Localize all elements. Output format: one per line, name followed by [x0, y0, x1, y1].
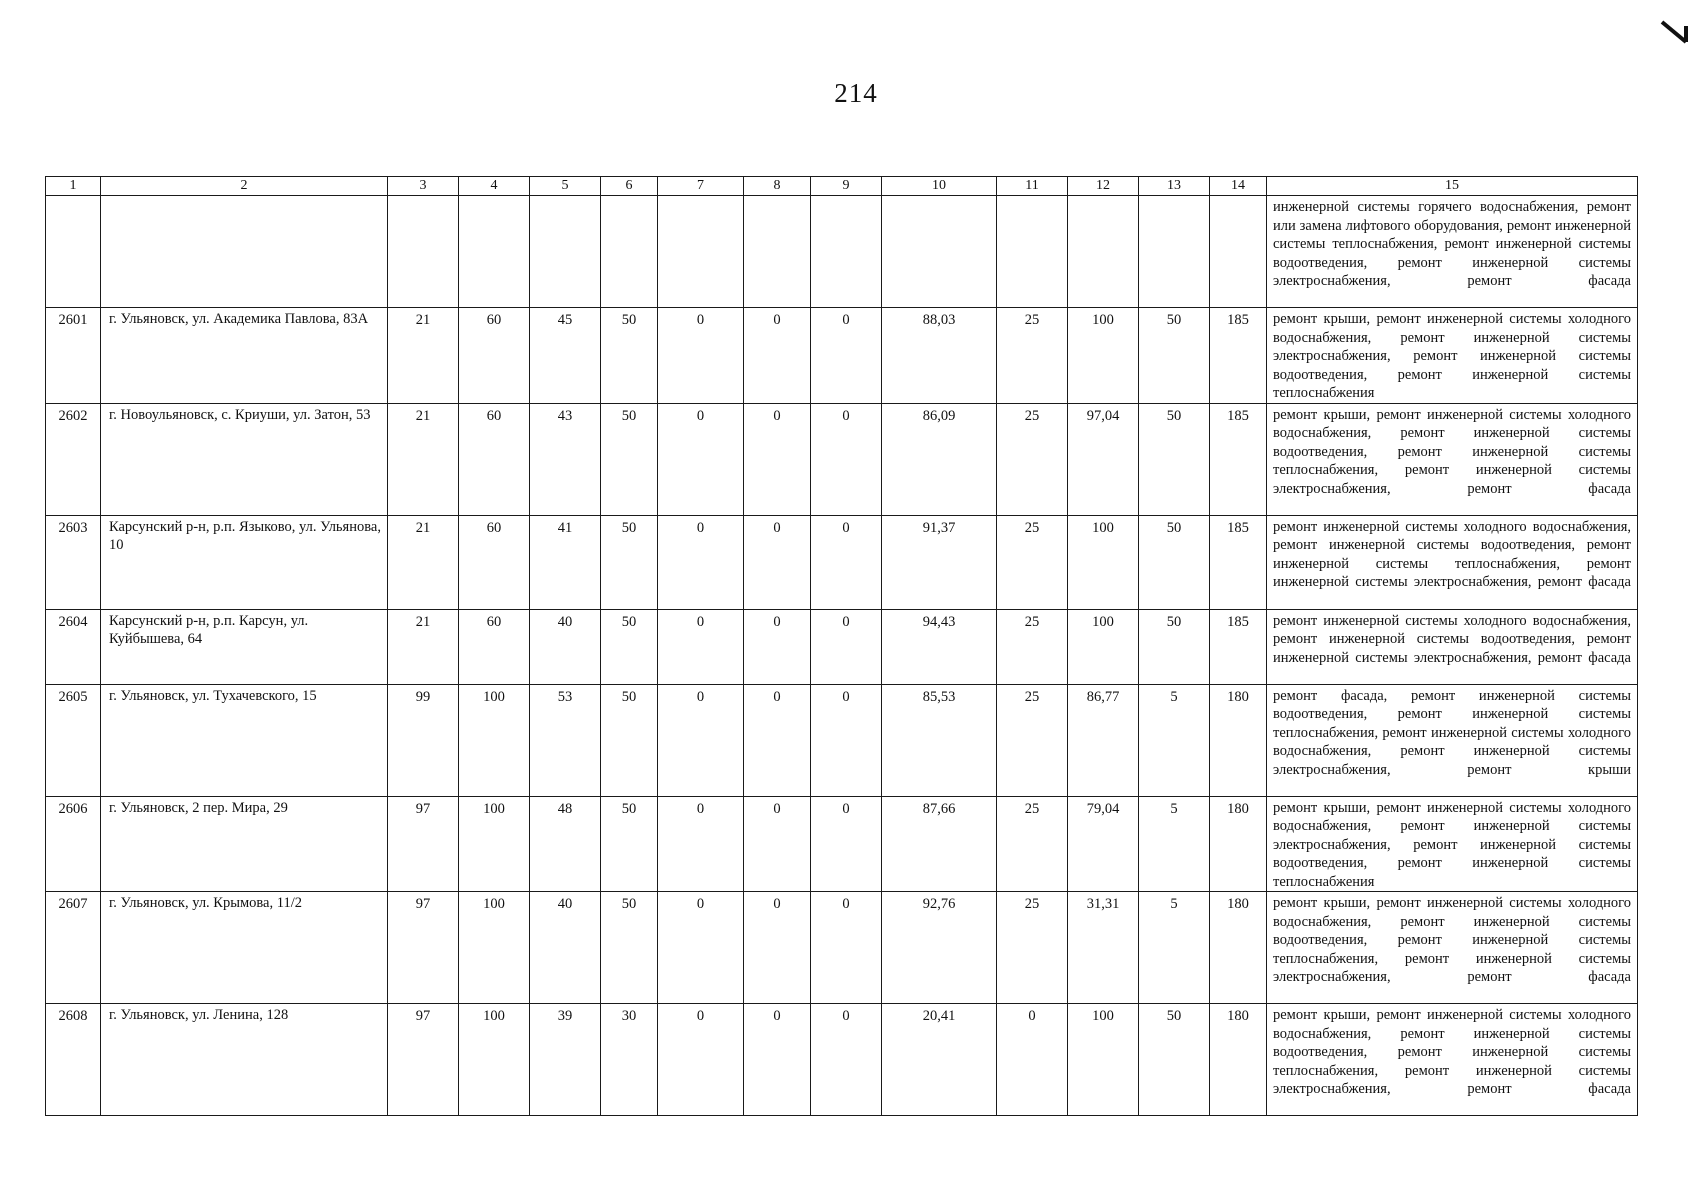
row-number-cell: 2606 — [46, 796, 101, 892]
column-header: 7 — [658, 177, 744, 196]
value-cell: 99 — [388, 684, 459, 796]
value-cell: 25 — [997, 609, 1068, 684]
buildings-repair-table — [45, 176, 1638, 1116]
value-cell: 60 — [459, 403, 530, 515]
address-cell: г. Ульяновск, ул. Тухачевского, 15 — [101, 684, 388, 796]
value-cell: 86,09 — [882, 403, 997, 515]
value-cell: 25 — [997, 403, 1068, 515]
value-cell: 50 — [601, 892, 658, 1004]
value-cell: 25 — [997, 892, 1068, 1004]
table-row — [46, 403, 1638, 515]
address-cell: г. Ульяновск, 2 пер. Мира, 29 — [101, 796, 388, 892]
row-number-cell: 2608 — [46, 1004, 101, 1116]
value-cell: 25 — [997, 796, 1068, 892]
works-cell: ремонт крыши, ремонт инженерной системы холодного водоснабжения, ремонт инженерной системы водоотведения, ремонт инженерной системы теплоснабжения, ремонт инженерной системы электроснабжения, ремонт фасада — [1267, 403, 1638, 515]
table-row — [46, 1004, 1638, 1116]
row-number-cell: 2601 — [46, 308, 101, 404]
table-row — [46, 796, 1638, 892]
value-cell: 0 — [658, 609, 744, 684]
value-cell: 0 — [658, 308, 744, 404]
value-cell: 50 — [601, 684, 658, 796]
value-cell: 0 — [997, 1004, 1068, 1116]
value-cell: 45 — [530, 308, 601, 404]
value-cell: 91,37 — [882, 515, 997, 609]
value-cell: 0 — [811, 1004, 882, 1116]
value-cell: 5 — [1139, 892, 1210, 1004]
value-cell: 0 — [744, 515, 811, 609]
value-cell: 0 — [658, 684, 744, 796]
value-cell: 100 — [1068, 1004, 1139, 1116]
value-cell: 0 — [811, 892, 882, 1004]
value-cell: 100 — [1068, 308, 1139, 404]
value-cell: 5 — [1139, 684, 1210, 796]
row-number-cell: 2603 — [46, 515, 101, 609]
value-cell: 25 — [997, 308, 1068, 404]
column-header: 6 — [601, 177, 658, 196]
value-cell: 185 — [1210, 308, 1267, 404]
value-cell: 41 — [530, 515, 601, 609]
works-cell: ремонт крыши, ремонт инженерной системы холодного водоснабжения, ремонт инженерной системы электроснабжения, ремонт инженерной системы водоотведения, ремонт инженерной системы теплоснабжения — [1267, 308, 1638, 404]
column-header: 1 — [46, 177, 101, 196]
works-cell: ремонт инженерной системы холодного водоснабжения, ремонт инженерной системы водоотведения, ремонт инженерной системы теплоснабжения, ремонт инженерной системы электроснабжения, ремонт фасада — [1267, 515, 1638, 609]
value-cell: 100 — [459, 684, 530, 796]
column-header: 3 — [388, 177, 459, 196]
value-cell: 30 — [601, 1004, 658, 1116]
works-cell: ремонт инженерной системы холодного водоснабжения, ремонт инженерной системы водоотведения, ремонт инженерной системы электроснабжения, ремонт фасада — [1267, 609, 1638, 684]
value-cell: 100 — [1068, 515, 1139, 609]
value-cell: 31,31 — [1068, 892, 1139, 1004]
continuation-row — [46, 196, 1638, 308]
value-cell: 50 — [1139, 609, 1210, 684]
value-cell: 43 — [530, 403, 601, 515]
corner-mark — [1660, 20, 1690, 50]
value-cell: 185 — [1210, 403, 1267, 515]
value-cell: 0 — [744, 308, 811, 404]
column-header: 11 — [997, 177, 1068, 196]
value-cell: 185 — [1210, 609, 1267, 684]
value-cell: 0 — [811, 308, 882, 404]
value-cell: 0 — [744, 403, 811, 515]
value-cell: 0 — [658, 515, 744, 609]
value-cell: 60 — [459, 515, 530, 609]
address-cell: г. Ульяновск, ул. Крымова, 11/2 — [101, 892, 388, 1004]
value-cell: 180 — [1210, 1004, 1267, 1116]
column-header: 8 — [744, 177, 811, 196]
address-cell: г. Ульяновск, ул. Академика Павлова, 83А — [101, 308, 388, 404]
value-cell: 94,43 — [882, 609, 997, 684]
column-header: 2 — [101, 177, 388, 196]
column-header: 15 — [1267, 177, 1638, 196]
value-cell: 0 — [658, 796, 744, 892]
value-cell: 21 — [388, 308, 459, 404]
value-cell: 0 — [811, 515, 882, 609]
value-cell: 97 — [388, 892, 459, 1004]
row-number-cell: 2607 — [46, 892, 101, 1004]
value-cell: 0 — [744, 609, 811, 684]
value-cell: 39 — [530, 1004, 601, 1116]
value-cell: 100 — [459, 892, 530, 1004]
value-cell: 100 — [1068, 609, 1139, 684]
value-cell: 53 — [530, 684, 601, 796]
value-cell: 185 — [1210, 515, 1267, 609]
column-header: 5 — [530, 177, 601, 196]
column-header: 12 — [1068, 177, 1139, 196]
value-cell: 0 — [744, 892, 811, 1004]
value-cell: 87,66 — [882, 796, 997, 892]
value-cell: 21 — [388, 403, 459, 515]
value-cell: 0 — [658, 892, 744, 1004]
value-cell: 180 — [1210, 796, 1267, 892]
value-cell: 97,04 — [1068, 403, 1139, 515]
column-header: 14 — [1210, 177, 1267, 196]
column-header: 13 — [1139, 177, 1210, 196]
value-cell: 50 — [1139, 1004, 1210, 1116]
value-cell: 50 — [1139, 403, 1210, 515]
value-cell: 25 — [997, 684, 1068, 796]
value-cell: 97 — [388, 796, 459, 892]
address-cell: г. Ульяновск, ул. Ленина, 128 — [101, 1004, 388, 1116]
value-cell: 50 — [601, 609, 658, 684]
value-cell: 86,77 — [1068, 684, 1139, 796]
works-cell: инженерной системы горячего водоснабжения, ремонт или замена лифтового оборудования, ремонт инженерной системы теплоснабжения, ремонт инженерной системы водоотведения, ремонт инженерной системы электроснабжения, ремонт фасада — [1267, 196, 1638, 308]
table-row — [46, 609, 1638, 684]
column-header: 4 — [459, 177, 530, 196]
works-cell: ремонт крыши, ремонт инженерной системы холодного водоснабжения, ремонт инженерной системы электроснабжения, ремонт инженерной системы водоотведения, ремонт инженерной системы теплоснабжения — [1267, 796, 1638, 892]
value-cell: 60 — [459, 308, 530, 404]
row-number-cell: 2605 — [46, 684, 101, 796]
column-number-row — [46, 177, 1638, 196]
value-cell: 40 — [530, 892, 601, 1004]
works-cell: ремонт крыши, ремонт инженерной системы холодного водоснабжения, ремонт инженерной системы водоотведения, ремонт инженерной системы теплоснабжения, ремонт инженерной системы электроснабжения, ремонт фасада — [1267, 892, 1638, 1004]
value-cell: 50 — [601, 308, 658, 404]
value-cell: 25 — [997, 515, 1068, 609]
works-cell: ремонт крыши, ремонт инженерной системы холодного водоснабжения, ремонт инженерной системы водоотведения, ремонт инженерной системы теплоснабжения, ремонт инженерной системы электроснабжения, ремонт фасада — [1267, 1004, 1638, 1116]
value-cell: 50 — [601, 403, 658, 515]
value-cell: 21 — [388, 609, 459, 684]
value-cell: 0 — [658, 403, 744, 515]
value-cell: 79,04 — [1068, 796, 1139, 892]
value-cell: 180 — [1210, 892, 1267, 1004]
value-cell: 50 — [1139, 308, 1210, 404]
page-number: 214 — [834, 78, 878, 108]
address-cell: Карсунский р-н, р.п. Языково, ул. Ульянова, 10 — [101, 515, 388, 609]
value-cell: 21 — [388, 515, 459, 609]
address-cell: г. Новоульяновск, с. Криуши, ул. Затон, 53 — [101, 403, 388, 515]
value-cell: 85,53 — [882, 684, 997, 796]
value-cell: 50 — [601, 796, 658, 892]
value-cell: 50 — [1139, 515, 1210, 609]
works-cell: ремонт фасада, ремонт инженерной системы водоотведения, ремонт инженерной системы теплоснабжения, ремонт инженерной системы холодного водоснабжения, ремонт инженерной системы электроснабжения, ремонт крыши — [1267, 684, 1638, 796]
address-cell: Карсунский р-н, р.п. Карсун, ул. Куйбышева, 64 — [101, 609, 388, 684]
value-cell: 0 — [811, 609, 882, 684]
value-cell: 60 — [459, 609, 530, 684]
value-cell: 0 — [811, 403, 882, 515]
row-number-cell: 2604 — [46, 609, 101, 684]
table-row — [46, 892, 1638, 1004]
value-cell: 180 — [1210, 684, 1267, 796]
value-cell: 0 — [811, 796, 882, 892]
value-cell: 0 — [744, 796, 811, 892]
table-row — [46, 308, 1638, 404]
value-cell: 0 — [811, 684, 882, 796]
value-cell: 50 — [601, 515, 658, 609]
value-cell: 0 — [658, 1004, 744, 1116]
table-row — [46, 684, 1638, 796]
value-cell: 97 — [388, 1004, 459, 1116]
value-cell: 0 — [744, 684, 811, 796]
column-header: 10 — [882, 177, 997, 196]
value-cell: 0 — [744, 1004, 811, 1116]
value-cell: 48 — [530, 796, 601, 892]
value-cell: 100 — [459, 1004, 530, 1116]
value-cell: 92,76 — [882, 892, 997, 1004]
value-cell: 20,41 — [882, 1004, 997, 1116]
value-cell: 100 — [459, 796, 530, 892]
table-row — [46, 515, 1638, 609]
column-header: 9 — [811, 177, 882, 196]
value-cell: 88,03 — [882, 308, 997, 404]
row-number-cell: 2602 — [46, 403, 101, 515]
value-cell: 5 — [1139, 796, 1210, 892]
value-cell: 40 — [530, 609, 601, 684]
